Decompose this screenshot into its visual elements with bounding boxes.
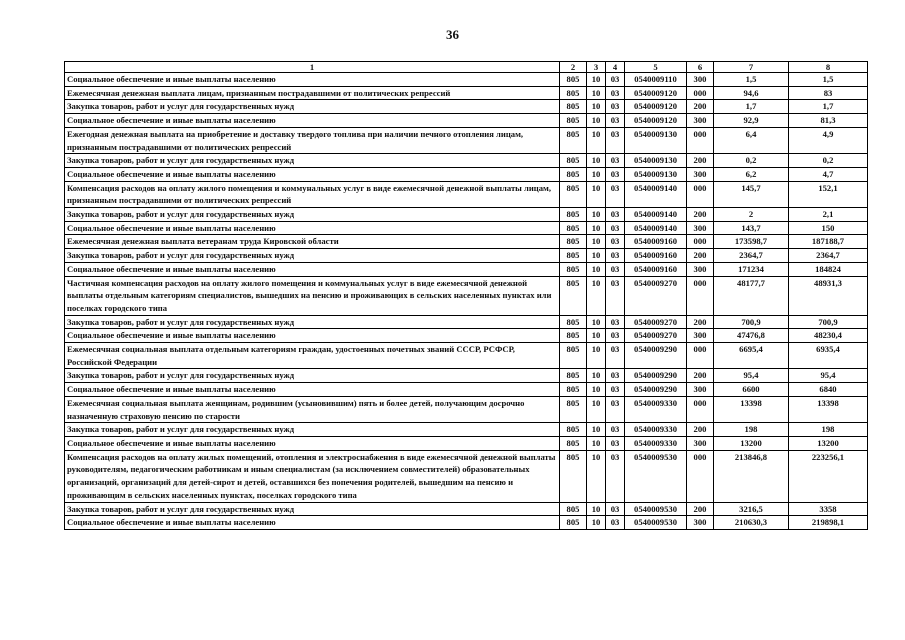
expense-description: Социальное обеспечение и иные выплаты населению — [65, 436, 560, 450]
table-row — [65, 127, 868, 153]
ministry-code: 805 — [560, 235, 587, 249]
expense-type-code: 000 — [687, 276, 714, 315]
amount-year-1: 0,2 — [714, 154, 789, 168]
section-code: 10 — [587, 262, 606, 276]
expense-type-code: 200 — [687, 423, 714, 437]
expense-description: Ежемесячная социальная выплата отдельным категориям граждан, удостоенных почетных званий СССР, РСФСР, Российской Федерации — [65, 343, 560, 369]
section-code: 10 — [587, 73, 606, 87]
amount-year-1: 13200 — [714, 436, 789, 450]
section-code: 10 — [587, 516, 606, 530]
expense-description: Социальное обеспечение и иные выплаты населению — [65, 516, 560, 530]
section-code: 10 — [587, 502, 606, 516]
amount-year-1: 92,9 — [714, 114, 789, 128]
target-article-code: 0540009160 — [625, 249, 687, 263]
page-number: 36 — [446, 27, 459, 42]
expense-type-code: 300 — [687, 516, 714, 530]
target-article-code: 0540009160 — [625, 235, 687, 249]
section-code: 10 — [587, 235, 606, 249]
expense-description: Социальное обеспечение и иные выплаты населению — [65, 73, 560, 87]
table-row — [65, 249, 868, 263]
table-row — [65, 221, 868, 235]
table-row — [65, 154, 868, 168]
target-article-code: 0540009110 — [625, 73, 687, 87]
expense-type-code: 000 — [687, 127, 714, 153]
subsection-code: 03 — [606, 329, 625, 343]
ministry-code: 805 — [560, 396, 587, 422]
subsection-code: 03 — [606, 221, 625, 235]
subsection-code: 03 — [606, 343, 625, 369]
amount-year-1: 1,7 — [714, 100, 789, 114]
section-code: 10 — [587, 127, 606, 153]
ministry-code: 805 — [560, 369, 587, 383]
table-row — [65, 73, 868, 87]
table-header-row — [65, 62, 868, 73]
amount-year-2: 3358 — [789, 502, 868, 516]
amount-year-2: 13200 — [789, 436, 868, 450]
ministry-code: 805 — [560, 86, 587, 100]
section-code: 10 — [587, 383, 606, 397]
target-article-code: 0540009140 — [625, 181, 687, 207]
target-article-code: 0540009140 — [625, 208, 687, 222]
amount-year-2: 198 — [789, 423, 868, 437]
section-code: 10 — [587, 329, 606, 343]
target-article-code: 0540009330 — [625, 396, 687, 422]
ministry-code: 805 — [560, 114, 587, 128]
expense-type-code: 300 — [687, 436, 714, 450]
expense-type-code: 000 — [687, 86, 714, 100]
table-row — [65, 208, 868, 222]
amount-year-2: 1,7 — [789, 100, 868, 114]
expense-type-code: 300 — [687, 221, 714, 235]
subsection-code: 03 — [606, 369, 625, 383]
expense-type-code: 300 — [687, 329, 714, 343]
section-code: 10 — [587, 450, 606, 502]
section-code: 10 — [587, 167, 606, 181]
target-article-code: 0540009120 — [625, 86, 687, 100]
expense-type-code: 300 — [687, 114, 714, 128]
expense-description: Закупка товаров, работ и услуг для государственных нужд — [65, 100, 560, 114]
subsection-code: 03 — [606, 181, 625, 207]
section-code: 10 — [587, 423, 606, 437]
amount-year-1: 95,4 — [714, 369, 789, 383]
section-code: 10 — [587, 208, 606, 222]
expense-description: Социальное обеспечение и иные выплаты населению — [65, 329, 560, 343]
table-row — [65, 423, 868, 437]
section-code: 10 — [587, 276, 606, 315]
expense-description: Компенсация расходов на оплату жилых помещений, отопления и электроснабжения в виде ежемесячной денежной выплаты руководителям, педагогическим работникам и иным специалистам (за исключением совместителей) образовательных организаций, организаций для детей-сирот и детей, оставшихся без попечения родителей, вышедшим на пенсию и проживающим в сельских населенных пунктах, поселках городского типа — [65, 450, 560, 502]
table-row — [65, 436, 868, 450]
column-header: 8 — [789, 62, 868, 73]
expense-type-code: 200 — [687, 100, 714, 114]
target-article-code: 0540009290 — [625, 369, 687, 383]
expense-description: Закупка товаров, работ и услуг для государственных нужд — [65, 369, 560, 383]
ministry-code: 805 — [560, 262, 587, 276]
expense-type-code: 300 — [687, 167, 714, 181]
target-article-code: 0540009270 — [625, 315, 687, 329]
table-row — [65, 450, 868, 502]
expense-type-code: 200 — [687, 502, 714, 516]
amount-year-1: 700,9 — [714, 315, 789, 329]
amount-year-2: 6840 — [789, 383, 868, 397]
amount-year-1: 94,6 — [714, 86, 789, 100]
amount-year-2: 13398 — [789, 396, 868, 422]
amount-year-1: 143,7 — [714, 221, 789, 235]
amount-year-1: 6600 — [714, 383, 789, 397]
amount-year-2: 48230,4 — [789, 329, 868, 343]
section-code: 10 — [587, 436, 606, 450]
ministry-code: 805 — [560, 436, 587, 450]
target-article-code: 0540009330 — [625, 423, 687, 437]
section-code: 10 — [587, 100, 606, 114]
amount-year-2: 150 — [789, 221, 868, 235]
target-article-code: 0540009270 — [625, 329, 687, 343]
target-article-code: 0540009140 — [625, 221, 687, 235]
subsection-code: 03 — [606, 167, 625, 181]
table-row — [65, 502, 868, 516]
expense-type-code: 000 — [687, 181, 714, 207]
section-code: 10 — [587, 369, 606, 383]
column-header: 5 — [625, 62, 687, 73]
subsection-code: 03 — [606, 154, 625, 168]
amount-year-1: 198 — [714, 423, 789, 437]
table-row — [65, 396, 868, 422]
column-header: 6 — [687, 62, 714, 73]
expense-description: Закупка товаров, работ и услуг для государственных нужд — [65, 502, 560, 516]
subsection-code: 03 — [606, 276, 625, 315]
ministry-code: 805 — [560, 181, 587, 207]
table-row — [65, 100, 868, 114]
ministry-code: 805 — [560, 423, 587, 437]
target-article-code: 0540009530 — [625, 516, 687, 530]
amount-year-1: 213846,8 — [714, 450, 789, 502]
amount-year-2: 0,2 — [789, 154, 868, 168]
amount-year-2: 187188,7 — [789, 235, 868, 249]
expense-type-code: 300 — [687, 383, 714, 397]
column-header: 4 — [606, 62, 625, 73]
section-code: 10 — [587, 114, 606, 128]
expense-description: Закупка товаров, работ и услуг для государственных нужд — [65, 208, 560, 222]
section-code: 10 — [587, 315, 606, 329]
ministry-code: 805 — [560, 329, 587, 343]
amount-year-2: 4,7 — [789, 167, 868, 181]
ministry-code: 805 — [560, 516, 587, 530]
target-article-code: 0540009160 — [625, 262, 687, 276]
subsection-code: 03 — [606, 383, 625, 397]
table-row — [65, 235, 868, 249]
table-body — [65, 73, 868, 530]
target-article-code: 0540009290 — [625, 383, 687, 397]
section-code: 10 — [587, 343, 606, 369]
expense-type-code: 200 — [687, 208, 714, 222]
expense-description: Частичная компенсация расходов на оплату жилого помещения и коммунальных услуг в виде ежемесячной денежной выплаты отдельным категориям специалистов, вышедших на пенсию и проживающих в сельских населенных пунктах или поселках городского типа — [65, 276, 560, 315]
amount-year-2: 219898,1 — [789, 516, 868, 530]
amount-year-2: 152,1 — [789, 181, 868, 207]
amount-year-1: 3216,5 — [714, 502, 789, 516]
section-code: 10 — [587, 396, 606, 422]
column-header: 3 — [587, 62, 606, 73]
table-row — [65, 86, 868, 100]
subsection-code: 03 — [606, 114, 625, 128]
table-row — [65, 262, 868, 276]
section-code: 10 — [587, 249, 606, 263]
section-code: 10 — [587, 86, 606, 100]
expense-type-code: 000 — [687, 450, 714, 502]
subsection-code: 03 — [606, 396, 625, 422]
ministry-code: 805 — [560, 249, 587, 263]
subsection-code: 03 — [606, 436, 625, 450]
amount-year-2: 2,1 — [789, 208, 868, 222]
subsection-code: 03 — [606, 262, 625, 276]
amount-year-2: 223256,1 — [789, 450, 868, 502]
table-row — [65, 369, 868, 383]
amount-year-1: 48177,7 — [714, 276, 789, 315]
ministry-code: 805 — [560, 450, 587, 502]
section-code: 10 — [587, 154, 606, 168]
ministry-code: 805 — [560, 127, 587, 153]
amount-year-2: 184824 — [789, 262, 868, 276]
amount-year-2: 48931,3 — [789, 276, 868, 315]
table-row — [65, 167, 868, 181]
ministry-code: 805 — [560, 221, 587, 235]
amount-year-1: 47476,8 — [714, 329, 789, 343]
amount-year-1: 145,7 — [714, 181, 789, 207]
expense-description: Социальное обеспечение и иные выплаты населению — [65, 114, 560, 128]
amount-year-1: 171234 — [714, 262, 789, 276]
expense-description: Ежемесячная социальная выплата женщинам, родившим (усыновившим) пять и более детей, получающим досрочно назначенную страховую пенсию по старости — [65, 396, 560, 422]
subsection-code: 03 — [606, 100, 625, 114]
table-row — [65, 516, 868, 530]
subsection-code: 03 — [606, 450, 625, 502]
expense-description: Ежемесячная денежная выплата ветеранам труда Кировской области — [65, 235, 560, 249]
amount-year-1: 6,4 — [714, 127, 789, 153]
expense-description: Социальное обеспечение и иные выплаты населению — [65, 221, 560, 235]
amount-year-2: 6935,4 — [789, 343, 868, 369]
amount-year-2: 83 — [789, 86, 868, 100]
target-article-code: 0540009530 — [625, 450, 687, 502]
expense-type-code: 200 — [687, 154, 714, 168]
ministry-code: 805 — [560, 502, 587, 516]
section-code: 10 — [587, 221, 606, 235]
table-row — [65, 343, 868, 369]
target-article-code: 0540009120 — [625, 100, 687, 114]
target-article-code: 0540009290 — [625, 343, 687, 369]
amount-year-2: 4,9 — [789, 127, 868, 153]
table-row — [65, 383, 868, 397]
subsection-code: 03 — [606, 249, 625, 263]
target-article-code: 0540009330 — [625, 436, 687, 450]
subsection-code: 03 — [606, 315, 625, 329]
expense-description: Закупка товаров, работ и услуг для государственных нужд — [65, 423, 560, 437]
expense-description: Закупка товаров, работ и услуг для государственных нужд — [65, 315, 560, 329]
ministry-code: 805 — [560, 100, 587, 114]
subsection-code: 03 — [606, 208, 625, 222]
expense-description: Ежегодная денежная выплата на приобретение и доставку твердого топлива при наличии печного отопления лицам, признанным пострадавшими от политических репрессий — [65, 127, 560, 153]
target-article-code: 0540009530 — [625, 502, 687, 516]
budget-table — [64, 61, 868, 530]
amount-year-1: 173598,7 — [714, 235, 789, 249]
ministry-code: 805 — [560, 167, 587, 181]
expense-description: Ежемесячная денежная выплата лицам, признанным пострадавшими от политических репрессий — [65, 86, 560, 100]
ministry-code: 805 — [560, 208, 587, 222]
amount-year-1: 13398 — [714, 396, 789, 422]
expense-type-code: 000 — [687, 235, 714, 249]
expense-description: Социальное обеспечение и иные выплаты населению — [65, 167, 560, 181]
column-header: 2 — [560, 62, 587, 73]
ministry-code: 805 — [560, 383, 587, 397]
expense-type-code: 000 — [687, 343, 714, 369]
amount-year-1: 6,2 — [714, 167, 789, 181]
ministry-code: 805 — [560, 154, 587, 168]
expense-description: Закупка товаров, работ и услуг для государственных нужд — [65, 249, 560, 263]
amount-year-1: 1,5 — [714, 73, 789, 87]
target-article-code: 0540009130 — [625, 154, 687, 168]
ministry-code: 805 — [560, 73, 587, 87]
expense-type-code: 300 — [687, 262, 714, 276]
column-header: 7 — [714, 62, 789, 73]
subsection-code: 03 — [606, 423, 625, 437]
amount-year-1: 2364,7 — [714, 249, 789, 263]
target-article-code: 0540009120 — [625, 114, 687, 128]
expense-description: Социальное обеспечение и иные выплаты населению — [65, 262, 560, 276]
amount-year-1: 6695,4 — [714, 343, 789, 369]
section-code: 10 — [587, 181, 606, 207]
expense-description: Социальное обеспечение и иные выплаты населению — [65, 383, 560, 397]
expense-type-code: 200 — [687, 315, 714, 329]
table-row — [65, 114, 868, 128]
target-article-code: 0540009130 — [625, 167, 687, 181]
expense-type-code: 200 — [687, 249, 714, 263]
subsection-code: 03 — [606, 73, 625, 87]
subsection-code: 03 — [606, 502, 625, 516]
expense-type-code: 300 — [687, 73, 714, 87]
table-row — [65, 276, 868, 315]
column-header: 1 — [65, 62, 560, 73]
table-row — [65, 181, 868, 207]
subsection-code: 03 — [606, 516, 625, 530]
ministry-code: 805 — [560, 343, 587, 369]
table-row — [65, 329, 868, 343]
expense-description: Компенсация расходов на оплату жилого помещения и коммунальных услуг в виде ежемесячной денежной выплаты лицам, признанным пострадавшими от политических репрессий — [65, 181, 560, 207]
amount-year-1: 210630,3 — [714, 516, 789, 530]
table-row — [65, 315, 868, 329]
expense-type-code: 200 — [687, 369, 714, 383]
subsection-code: 03 — [606, 235, 625, 249]
subsection-code: 03 — [606, 86, 625, 100]
target-article-code: 0540009270 — [625, 276, 687, 315]
expense-description: Закупка товаров, работ и услуг для государственных нужд — [65, 154, 560, 168]
target-article-code: 0540009130 — [625, 127, 687, 153]
ministry-code: 805 — [560, 276, 587, 315]
amount-year-2: 1,5 — [789, 73, 868, 87]
amount-year-1: 2 — [714, 208, 789, 222]
ministry-code: 805 — [560, 315, 587, 329]
expense-type-code: 000 — [687, 396, 714, 422]
amount-year-2: 700,9 — [789, 315, 868, 329]
subsection-code: 03 — [606, 127, 625, 153]
amount-year-2: 95,4 — [789, 369, 868, 383]
amount-year-2: 81,3 — [789, 114, 868, 128]
amount-year-2: 2364,7 — [789, 249, 868, 263]
